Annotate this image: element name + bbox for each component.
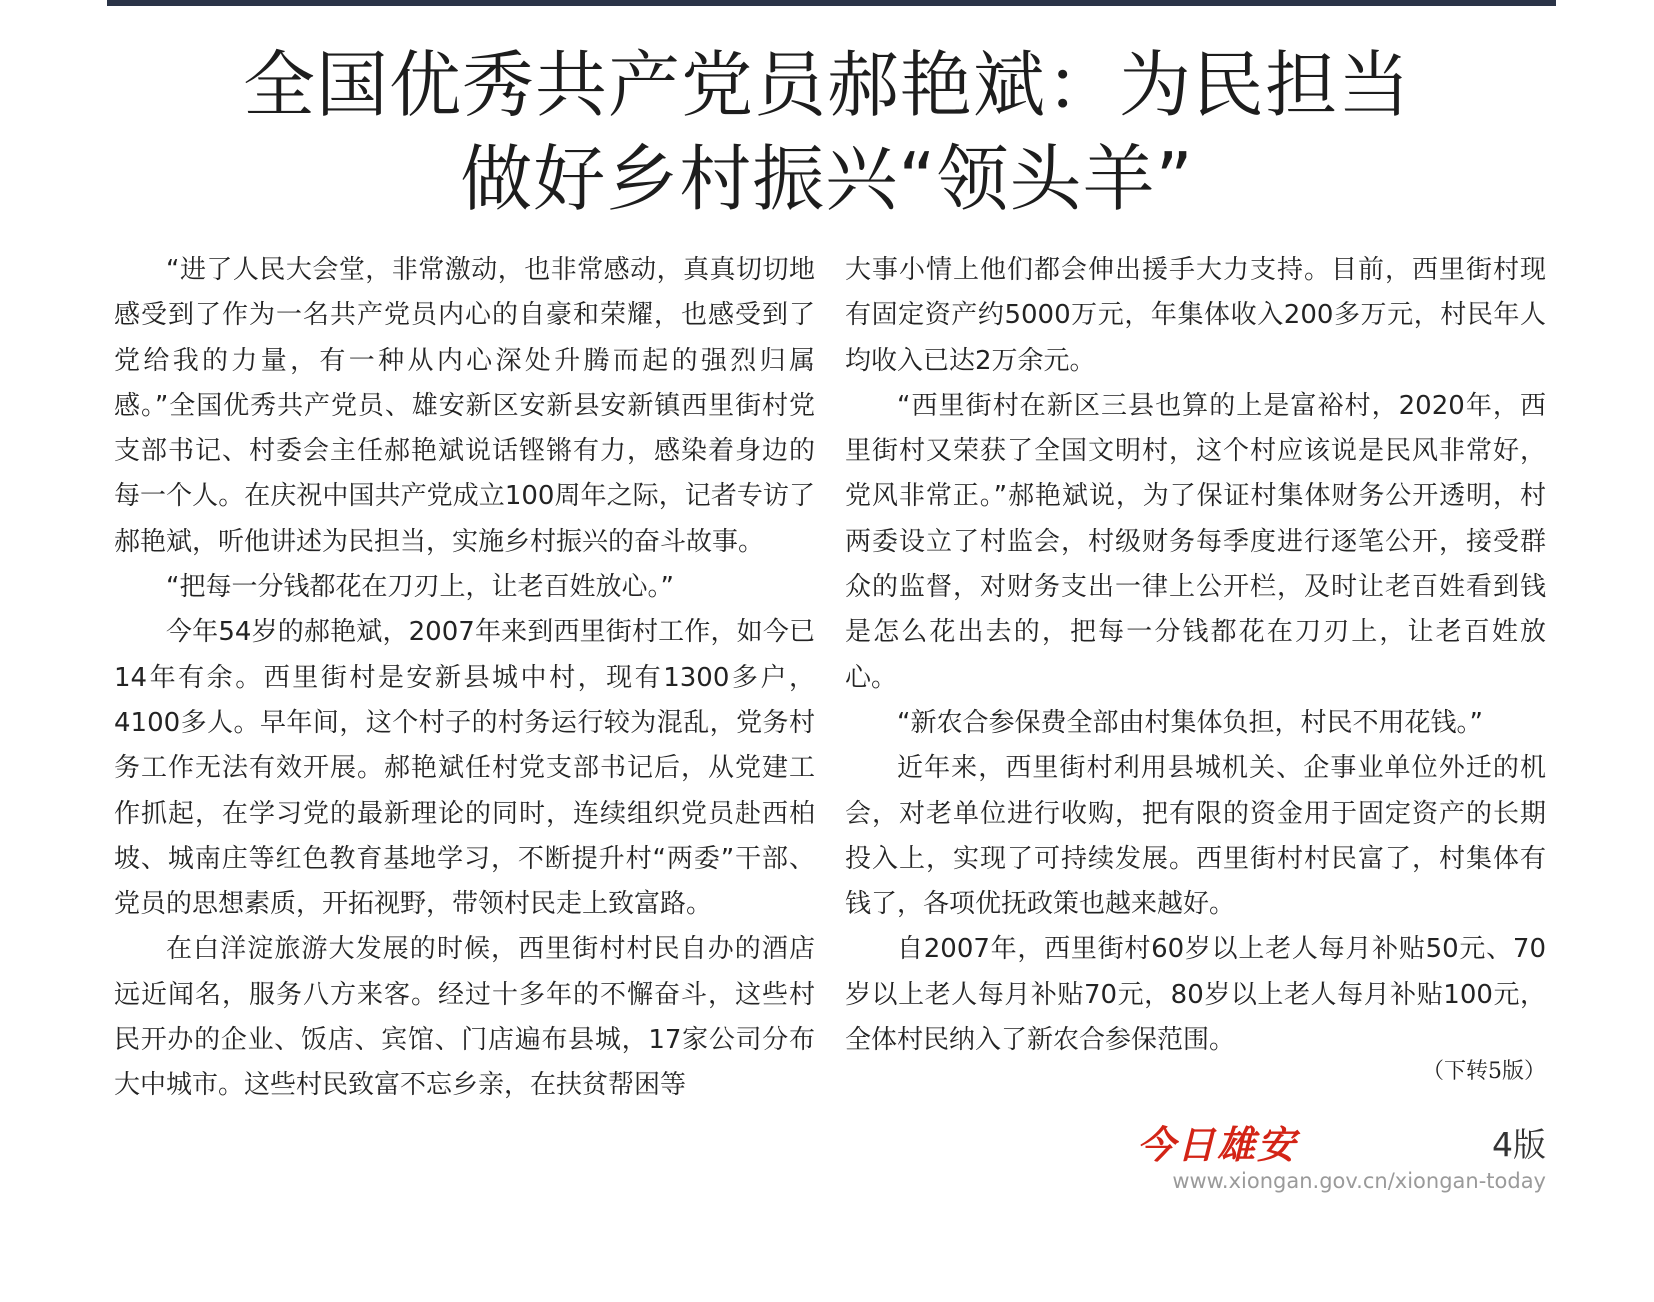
paragraph: “新农合参保费全部由村集体负担，村民不用花钱。” [897, 707, 1483, 738]
paragraph: 近年来，西里街村利用县城机关、企事业单位外迁的机会，对老单位进行收购，把有限的资金用于固定资产的长期投入上，实现了可持续发展。西里街村村民富了，村集体有钱了，各项优抚政策也越来越好。 [845, 753, 1546, 920]
headline-line-1: 全国优秀共产党员郝艳斌：为民担当 [242, 43, 1411, 127]
headline-line-2: 做好乡村振兴“领头羊” [460, 137, 1194, 221]
article-headline [0, 38, 1654, 226]
article-column-left [114, 248, 815, 1109]
paragraph-continued: 大事小情上他们都会伸出援手大力支持。目前，西里街村现有固定资产约5000万元，年集体收入200多万元，村民年人均收入已达2万余元。 [845, 255, 1546, 376]
paragraph: 今年54岁的郝艳斌，2007年来到西里街村工作，如今已14年有余。西里街村是安新县城中村，现有1300多户，4100多人。早年间，这个村子的村务运行较为混乱，党务村务工作无法有效开展。郝艳斌任村党支部书记后，从党建工作抓起，在学习党的最新理论的同时，连续组织党员赴西柏坡、城南庄等红色教育基地学习，不断提升村“两委”干部、党员的思想素质，开拓视野，带领村民走上致富路。 [114, 617, 815, 920]
continued-on-note: （下转5版） [1422, 1059, 1546, 1084]
paragraph: 在白洋淀旅游大发展的时候，西里街村村民自办的酒店远近闻名，服务八方来客。经过十多年的不懈奋斗，这些村民开办的企业、饭店、宾馆、门店遍布县城，17家公司分布大中城市。这些村民致富不忘乡亲，在扶贫帮困等 [114, 934, 815, 1101]
paragraph: 自2007年，西里街村60岁以上老人每月补贴50元、70岁以上老人每月补贴70元，80岁以上老人每月补贴100元，全体村民纳入了新农合参保范围。 [845, 934, 1546, 1056]
paragraph: “进了人民大会堂，非常激动，也非常感动，真真切切地感受到了作为一名共产党员内心的自豪和荣耀，也感受到了党给我的力量，有一种从内心深处升腾而起的强烈归属感。”全国优秀共产党员、雄安新区安新县安新镇西里街村党支部书记、村委会主任郝艳斌说话铿锵有力，感染着身边的每一个人。在庆祝中国共产党成立100周年之际，记者专访了郝艳斌，听他讲述为民担当，实施乡村振兴的奋斗故事。 [114, 255, 815, 557]
masthead-logo: 今日雄安 [1137, 1122, 1298, 1167]
paragraph: “把每一分钱都花在刀刃上，让老百姓放心。” [166, 572, 674, 603]
paragraph: “西里街村在新区三县也算的上是富裕村，2020年，西里街村又荣获了全国文明村，这个村应该说是民风非常好，党风非常正。”郝艳斌说，为了保证村集体财务公开透明，村两委设立了村监会，村级财务每季度进行逐笔公开，接受群众的监督，对财务支出一律上公开栏，及时让老百姓看到钱是怎么花出去的，把每一分钱都花在刀刃上，让老百姓放心。 [845, 390, 1546, 693]
article-column-right [845, 248, 1546, 1063]
page-number: 4版 [1492, 1125, 1546, 1164]
top-rule [107, 0, 1556, 6]
website-url: www.xiongan.gov.cn/xiongan-today [1172, 1169, 1546, 1193]
